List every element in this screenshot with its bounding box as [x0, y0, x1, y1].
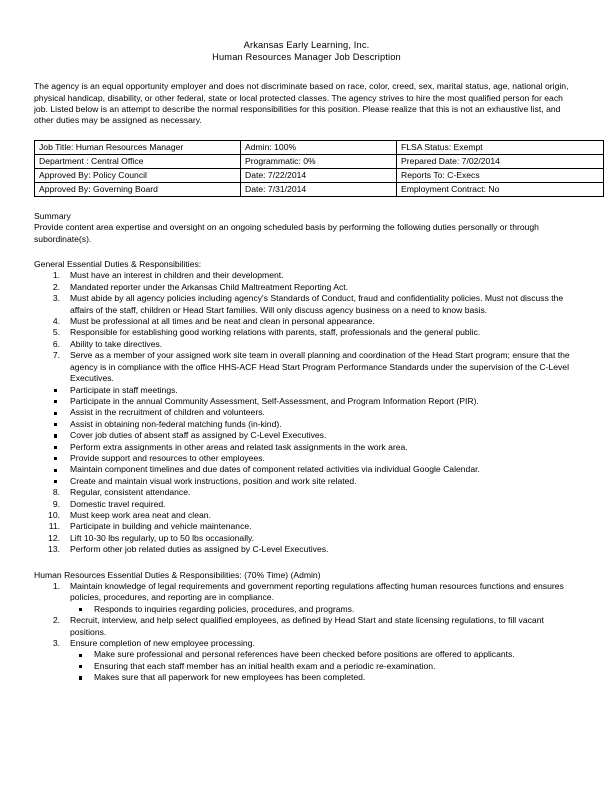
general-duties-section [34, 259, 579, 556]
table-cell-reports-to: Reports To: C-Execs [397, 168, 604, 182]
list-marker: 3. [52, 638, 60, 649]
table-row [35, 140, 604, 154]
table-row [35, 154, 604, 168]
list-item [34, 581, 579, 604]
list-item-text: Assist in the recruitment of children and volunteers. [70, 407, 265, 418]
list-item-text: Regular, consistent attendance. [70, 487, 191, 498]
list-marker: 2. [52, 281, 60, 292]
table-cell-department: Department : Central Office [35, 154, 241, 168]
table-cell-admin-percent: Admin: 100% [241, 140, 397, 154]
hr-duties-heading: Human Resources Essential Duties & Responsibilities: (70% Time) (Admin) [34, 569, 321, 580]
list-marker: 13. [48, 544, 60, 555]
list-item [34, 464, 579, 475]
list-item-text: Ability to take directives. [70, 338, 163, 349]
general-duties-item7-bullets [34, 385, 579, 488]
table-cell-policy-council-date: Date: 7/22/2014 [241, 168, 397, 182]
square-bullet-icon [54, 446, 57, 449]
hr-duties-list-item1 [34, 581, 579, 604]
list-item-text: Must be professional at all times and be neat and clean in personal appearance. [70, 316, 375, 327]
hr-duties-list-item2 [34, 615, 579, 649]
square-bullet-icon [79, 608, 82, 611]
list-item-text: Must abide by all agency policies including agency's Standards of Conduct, fraud and confidentiality policies. Must not discuss the affairs of the staff, children or Head Start families. Will only discuss agency business on a need to know basis. [70, 293, 564, 315]
general-duties-heading: General Essential Duties & Responsibilities: [34, 259, 202, 270]
table-cell-flsa-status: FLSA Status: Exempt [397, 140, 604, 154]
list-marker: 9. [52, 498, 60, 509]
list-item-text: Cover job duties of absent staff as assigned by C-Level Executives. [70, 430, 327, 441]
hr-duties-item1-bullets [34, 604, 579, 615]
list-item-text: Recruit, interview, and help select qualified employees, as defined by Head Start and state licensing regulations, to fill vacant positions. [70, 615, 544, 637]
table-cell-governing-board-date: Date: 7/31/2014 [241, 182, 397, 196]
list-item [34, 430, 579, 441]
organization-name: Arkansas Early Learning, Inc. [243, 40, 370, 50]
list-marker: 6. [52, 338, 60, 349]
list-item [34, 270, 579, 281]
list-item-text: Assist in obtaining non-federal matching funds (in-kind). [70, 418, 282, 429]
square-bullet-icon [54, 423, 57, 426]
list-item [34, 453, 579, 464]
general-duties-list-continued [34, 487, 579, 555]
list-item-text: Mandated reporter under the Arkansas Child Maltreatment Reporting Act. [70, 281, 349, 292]
table-body [35, 140, 604, 196]
list-item-text: Makes sure that all paperwork for new employees has been completed. [94, 672, 366, 683]
square-bullet-icon [54, 457, 57, 460]
list-item-text: Must have an interest in children and their development. [70, 270, 284, 281]
list-item [34, 510, 579, 521]
list-item-text: Perform other job related duties as assigned by C-Level Executives. [70, 544, 329, 555]
list-item [34, 533, 579, 544]
table-row [35, 168, 604, 182]
job-info-table [34, 140, 604, 197]
list-item [34, 649, 579, 660]
square-bullet-icon [79, 665, 82, 668]
list-item [34, 638, 579, 649]
list-marker: 2. [52, 615, 60, 626]
square-bullet-icon [54, 389, 57, 392]
square-bullet-icon [79, 676, 82, 679]
list-item [34, 327, 579, 338]
intro-paragraph: The agency is an equal opportunity employer and does not discriminate based on race, color, creed, sex, marital status, age, national origin, physical handicap, disability, or other federal, state or local protected classes. The agency strives to hire the most qualified person for each job. Listed below is an attempt to describe the normal responsibilities for this position. Please realize that this is not an exhaustive list, and other duties may be assigned as necessary. [34, 81, 569, 126]
table-cell-job-title: Job Title: Human Resources Manager [35, 140, 241, 154]
square-bullet-icon [79, 654, 82, 657]
list-marker: 8. [52, 487, 60, 498]
document-content [34, 40, 579, 684]
list-item-text: Participate in the annual Community Assessment, Self-Assessment, and Program Information Report (PIR). [70, 395, 479, 406]
list-item [34, 476, 579, 487]
list-item [34, 350, 579, 384]
list-item-text: Participate in building and vehicle maintenance. [70, 521, 252, 532]
square-bullet-icon [54, 412, 57, 415]
list-item-text: Provide support and resources to other employees. [70, 452, 265, 463]
document-title-block [34, 40, 579, 63]
page-title: Human Resources Manager Job Description [212, 51, 401, 62]
table-cell-employment-contract: Employment Contract: No [397, 182, 604, 196]
list-item [34, 615, 579, 638]
list-item [34, 544, 579, 555]
list-item-text: Serve as a member of your assigned work site team in overall planning and coordination of the Head Start program; ensure that the agency is in compliance with the office HHS-ACF Head Start Program Performance Standards under the supervision of the C-Level Executives. [70, 350, 570, 384]
table-cell-prepared-date: Prepared Date: 7/02/2014 [397, 154, 604, 168]
list-marker: 11. [48, 521, 60, 532]
list-marker: 12. [48, 532, 60, 543]
square-bullet-icon [54, 400, 57, 403]
list-marker: 1. [52, 270, 60, 281]
list-item-text: Create and maintain visual work instructions, position and work site related. [70, 475, 357, 486]
list-item [34, 293, 579, 316]
list-marker: 5. [52, 327, 60, 338]
list-item [34, 419, 579, 430]
list-item [34, 499, 579, 510]
list-item [34, 407, 579, 418]
list-item-text: Maintain knowledge of legal requirements and government reporting regulations affecting human resources functions and ensures policies, procedures, and reporting are in compliance. [70, 581, 564, 603]
list-item-text: Ensure completion of new employee processing. [70, 638, 255, 649]
list-item-text: Domestic travel required. [70, 498, 166, 509]
list-item [34, 672, 579, 683]
list-item [34, 316, 579, 327]
square-bullet-icon [54, 434, 57, 437]
hr-duties-section [34, 570, 579, 684]
hr-duties-item3-bullets [34, 649, 579, 683]
summary-heading: Summary [34, 210, 71, 221]
list-item-text: Ensuring that each staff member has an initial health exam and a periodic re-examination. [94, 660, 436, 671]
list-item [34, 661, 579, 672]
list-item-text: Perform extra assignments in other areas and related task assignments in the work area. [70, 441, 408, 452]
square-bullet-icon [54, 480, 57, 483]
list-marker: 10. [48, 509, 60, 520]
list-marker: 1. [52, 581, 60, 591]
list-item [34, 396, 579, 407]
square-bullet-icon [54, 469, 57, 472]
list-item-text: Must keep work area neat and clean. [70, 509, 211, 520]
list-item [34, 385, 579, 396]
table-cell-programmatic-percent: Programmatic: 0% [241, 154, 397, 168]
list-item-text: Make sure professional and personal references have been checked before positions are offered to applicants. [94, 649, 515, 660]
list-marker: 4. [52, 316, 60, 327]
list-item-text: Participate in staff meetings. [70, 384, 178, 395]
table-cell-approved-by-policy-council: Approved By: Policy Council [35, 168, 241, 182]
summary-section [34, 211, 579, 245]
list-item [34, 282, 579, 293]
list-item-text: Responsible for establishing good working relations with parents, staff, professionals and the general public. [70, 327, 481, 338]
list-item [34, 604, 579, 615]
list-item-text: Lift 10-30 lbs regularly, up to 50 lbs occasionally. [70, 532, 255, 543]
list-item [34, 487, 579, 498]
general-duties-list [34, 270, 579, 384]
table-row [35, 182, 604, 196]
summary-body: Provide content area expertise and oversight on an ongoing scheduled basis by performing the following duties personally or through subordinate(s). [34, 222, 539, 244]
list-item [34, 339, 579, 350]
list-item [34, 521, 579, 532]
list-item [34, 442, 579, 453]
list-item-text: Maintain component timelines and due dates of component related activities via individual Google Calendar. [70, 464, 480, 475]
list-marker: 7. [52, 350, 60, 361]
list-marker: 3. [52, 293, 60, 304]
list-item-text: Responds to inquiries regarding policies, procedures, and programs. [94, 603, 355, 614]
table-cell-approved-by-governing-board: Approved By: Governing Board [35, 182, 241, 196]
